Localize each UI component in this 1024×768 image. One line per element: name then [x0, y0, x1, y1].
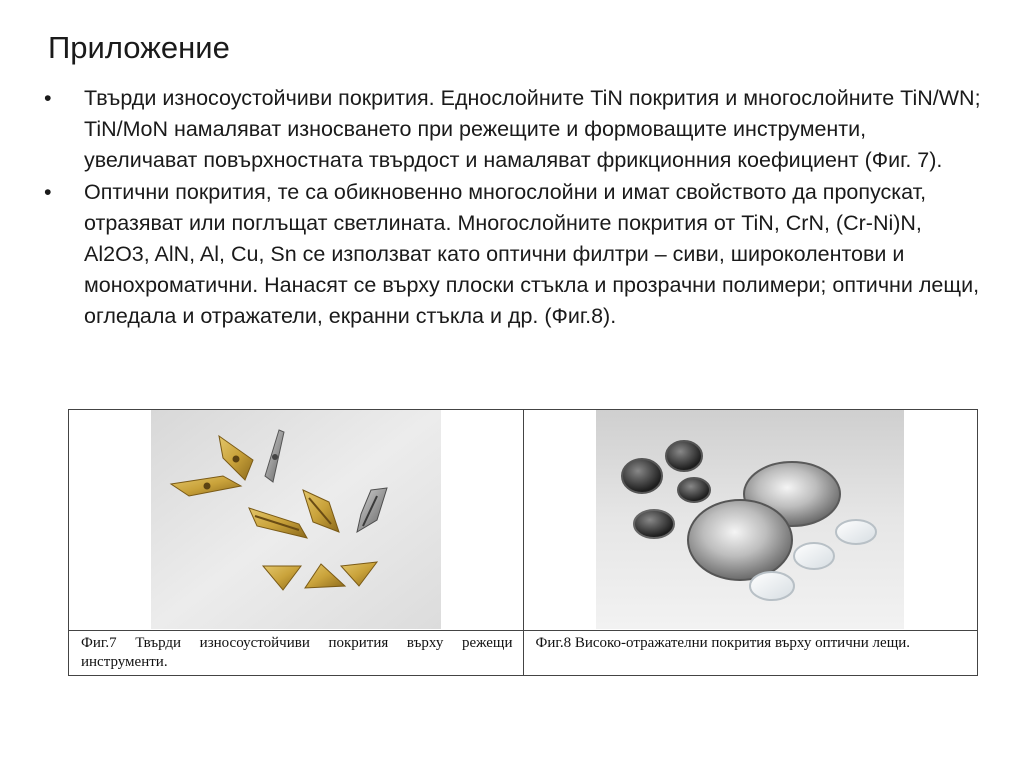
- bullet-list: [44, 83, 984, 332]
- figure-8-caption: Фиг.8 Високо-отражателни покрития върху оптични лещи.: [523, 631, 978, 676]
- figure-7-caption: Фиг.7 Твърди износоустойчиви покрития върху режещи инструменти.: [69, 631, 524, 676]
- bullet-icon: •: [44, 180, 52, 204]
- coated-lens: [634, 510, 674, 538]
- clear-glass-disc: [750, 572, 794, 600]
- mirror-lens-large: [688, 500, 792, 580]
- photo-background: [151, 410, 441, 629]
- bullet-item: [44, 83, 984, 176]
- coated-lens: [666, 441, 702, 471]
- figure-8-image-cell: [523, 410, 978, 631]
- bullet-text: Твърди износоустойчиви покрития. Еднослойните TiN покрития и многослойните TiN/WN; TiN/MoN намаляват износването при режещите и формоващите инструменти, увеличават повърхностната твърдост и намаляват фрикционния коефициент (Фиг. 7).: [84, 86, 981, 172]
- bullet-icon: •: [44, 86, 52, 110]
- cutting-inserts-photo: [151, 410, 441, 629]
- figure-7-image-cell: [69, 410, 524, 631]
- page-title: Приложение: [48, 30, 230, 65]
- clear-glass-disc: [836, 520, 876, 544]
- coated-lens: [622, 459, 662, 493]
- bullet-item: [44, 177, 984, 332]
- bullet-text: Оптични покрития, те са обикновенно многослойни и имат свойството да пропускат, отразяват или поглъщат светлината. Многослойните покрития от TiN, CrN, (Cr-Ni)N, Al2O3, AlN, Al, Cu, Sn се използват като оптични филтри – сиви, широколентови и монохроматични. Нанасят се върху плоски стъкла и прозрачни полимери; оптични лещи, огледала и отражатели, екранни стъкла и др. (Фиг.8).: [84, 180, 980, 328]
- coated-lens: [678, 478, 710, 502]
- clear-glass-disc: [794, 543, 834, 569]
- figure-table: [68, 409, 978, 676]
- optical-lenses-photo: [596, 410, 904, 629]
